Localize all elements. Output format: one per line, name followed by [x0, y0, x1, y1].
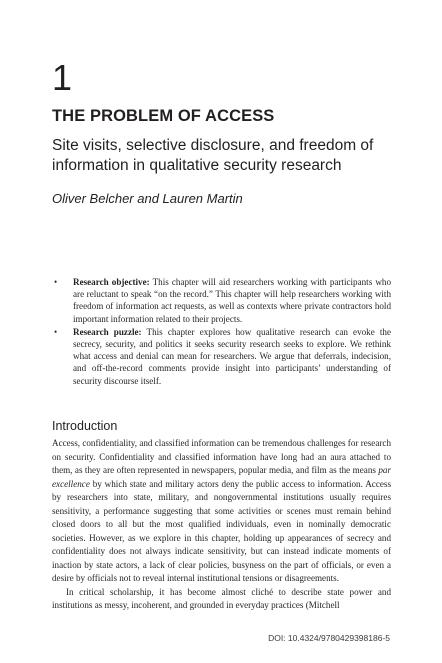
- paragraph: [52, 437, 391, 586]
- body-text: [52, 437, 391, 613]
- paragraph: [52, 586, 391, 613]
- chapter-title: THE PROBLEM OF ACCESS: [52, 107, 275, 125]
- paragraph-text: In critical scholarship, it has become almost cliché to describe state power and institutions as messy, incoherent, and grounded in everyday practices (Mitchell: [52, 586, 391, 610]
- research-puzzle-text: This chapter explores how qualitative research can evoke the secrecy, security, and politics it seeks security research seeks to explore. We rethink what access and denial can mean for researchers. We argue that deferrals, indecision, and off-the-record comments provide insight into participants’ understanding of security discourse itself.: [73, 326, 391, 386]
- doi-footer: DOI: 10.4324/9780429398186-5: [268, 633, 390, 643]
- paragraph-emphasis: par excellence: [52, 465, 391, 489]
- research-puzzle-label: Research puzzle:: [73, 326, 142, 337]
- chapter-subtitle: Site visits, selective disclosure, and freedom of information in qualitative security research: [52, 137, 374, 174]
- research-objectives-list: [52, 276, 391, 388]
- bullet-icon: •: [54, 326, 58, 337]
- paragraph-text: Access, confidentiality, and classified information can be tremendous challenges for research on security. Confidentiality and classified information have long had an aura attached to them, as they are often represented in newspapers, popular media, and film as the means: [52, 438, 391, 475]
- paragraph-text: by which state and military actors deny the public access to information. Access by researchers into state, military, and nongovernmental institutions usually requires sensitivity, a performance suggesting that some activities or scenes must remain behind closed doors to all but the most qualified individuals, even in nominally democratic societies. However, as we explore in this chapter, holding up appearances of secrecy and confidentiality does not always indicate sensitivity, but can instead indicate moments of inaction by state actors, a lack of clear policies, busyness on the part of officials, or even a desire by officials not to reveal internal institutional tensions or disagreements.: [52, 478, 391, 583]
- research-objective-label: Research objective:: [73, 277, 150, 287]
- list-item: [52, 276, 391, 325]
- section-heading: Introduction: [52, 419, 118, 433]
- list-item: [52, 326, 391, 387]
- chapter-authors: Oliver Belcher and Lauren Martin: [52, 191, 243, 206]
- bullet-icon: •: [54, 277, 58, 287]
- chapter-number: 1: [52, 57, 73, 98]
- research-objective-text: This chapter will aid researchers working with participants who are reluctant to speak “on the record.” This chapter will help researchers working with freedom of information act requests, as well as contexts where private contractors hold important information related to their projects.: [73, 277, 391, 324]
